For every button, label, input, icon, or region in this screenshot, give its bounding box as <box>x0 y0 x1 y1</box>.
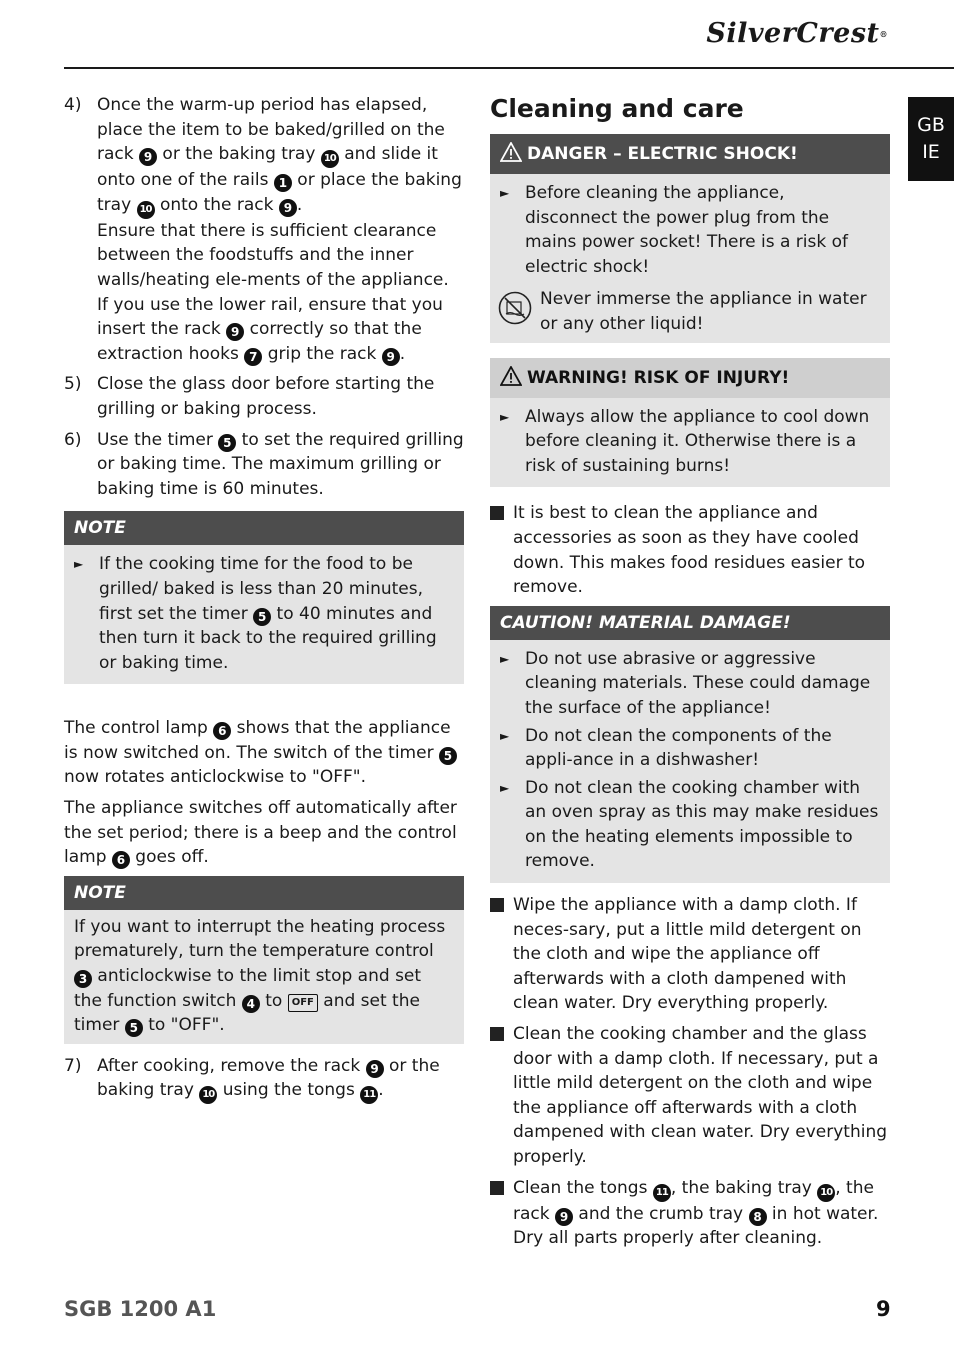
part-number-1: 1 <box>274 174 292 192</box>
note-item <box>74 552 454 675</box>
text: Clean the cooking chamber and the glass door with a damp cloth. If necessary, put a little mild detergent on the cloth and wipe the appliance off afterwards with a cloth dampened with clean water. Dry everything properly. <box>513 1024 888 1167</box>
part-number-9: 9 <box>555 1208 573 1226</box>
text: Once the warm-up period has elapsed, place the item to be baked/grilled on the rack <box>97 95 445 165</box>
caution-box <box>490 606 890 883</box>
arrow-icon: ► <box>500 780 510 795</box>
caution-item <box>500 724 880 773</box>
text: The control lamp <box>64 718 214 739</box>
text: . <box>378 1080 384 1101</box>
warning-box <box>490 358 890 488</box>
warning-triangle-icon <box>500 366 522 386</box>
text: grip the rack <box>262 343 382 364</box>
step-number: 4) <box>64 95 82 115</box>
caution-item <box>500 647 880 721</box>
part-number-8: 8 <box>749 1208 767 1226</box>
language-tab <box>908 97 954 181</box>
text: or the baking tray <box>97 1055 440 1101</box>
model-number: SGB 1200 A1 <box>64 1297 217 1321</box>
part-number-10: 10 <box>137 201 155 219</box>
step-number: 5) <box>64 374 82 395</box>
part-number-3: 3 <box>74 970 92 988</box>
step-number: 6) <box>64 429 82 450</box>
step-text: Close the glass door before starting the grilling or baking process. <box>97 374 435 419</box>
note-title: NOTE <box>64 876 464 910</box>
step-5 <box>64 372 464 421</box>
text: It is best to clean the appliance and accessories as soon as they have cooled down. This makes food residues easier to remove. <box>513 503 866 598</box>
text: After cooking, remove the rack <box>97 1055 366 1076</box>
part-number-9: 9 <box>139 148 157 166</box>
arrow-icon: ► <box>500 728 510 743</box>
text: to 40 minutes and then turn it back to the required grilling or baking time. <box>99 603 437 673</box>
paragraph-control-lamp <box>64 716 464 790</box>
text: If you use the lower rail, ensure that you insert the rack <box>97 294 443 340</box>
square-bullet-icon <box>490 1027 504 1041</box>
text: , the rack <box>513 1177 874 1224</box>
arrow-icon: ► <box>500 186 510 200</box>
warning-header <box>490 358 890 398</box>
danger-item <box>500 181 880 279</box>
warning-title: WARNING! RISK OF INJURY! <box>527 367 790 388</box>
text: and slide it onto one of the rails <box>97 144 438 191</box>
square-bullet-icon <box>490 1181 504 1195</box>
text: Wipe the appliance with a damp cloth. If neces-sary, put a little mild detergent on the cloth and wipe the appliance off afterwards with a cloth dampened with clean water. Dry everything properly. <box>513 895 862 1014</box>
danger-header <box>490 134 890 174</box>
part-number-6: 6 <box>213 722 231 740</box>
text: and the crumb tray <box>573 1203 749 1224</box>
part-number-9: 9 <box>226 323 244 341</box>
text: . <box>296 194 303 215</box>
arrow-icon: ► <box>500 409 510 424</box>
cleaning-step <box>490 1022 890 1170</box>
text: Use the timer <box>97 429 219 450</box>
note-title: NOTE <box>64 511 464 545</box>
text: to "OFF". <box>142 1015 225 1036</box>
text: shows that the appliance is now switched on. The switch of the timer <box>64 718 451 763</box>
warning-triangle-icon <box>500 142 522 162</box>
note-box <box>64 876 464 1044</box>
note-box <box>64 511 464 684</box>
text: . <box>399 343 406 364</box>
text: to set the required grilling or baking time. The maximum grilling or baking time is 60 minutes. <box>97 429 464 499</box>
paragraph-auto-off <box>64 796 464 870</box>
off-symbol: OFF <box>288 994 318 1012</box>
part-number-6: 6 <box>112 851 130 869</box>
text: If you want to interrupt the heating process prematurely, turn the temperature control <box>74 916 446 962</box>
square-bullet-icon <box>490 898 504 912</box>
step-4-clearance: Ensure that there is sufficient clearance between the foodstuffs and the inner walls/heating ele-ments of the appliance. <box>97 220 449 290</box>
text: and set the timer <box>74 990 420 1036</box>
square-bullet-icon <box>490 506 504 520</box>
part-number-5: 5 <box>218 434 236 452</box>
text: goes off. <box>129 847 209 868</box>
header-rule <box>64 67 954 69</box>
text: The appliance switches off automatically after the set period; there is a beep and the control lamp <box>64 798 457 868</box>
registered-mark: ® <box>879 29 888 39</box>
lang-ie: IE <box>922 141 940 163</box>
text: now rotates anticlockwise to "OFF". <box>64 767 367 788</box>
part-number-11: 11 <box>360 1086 378 1104</box>
cleaning-step <box>490 1176 890 1251</box>
arrow-icon: ► <box>500 651 510 666</box>
text: or the baking tray <box>157 144 321 165</box>
note-text <box>64 910 464 1044</box>
text: Do not use abrasive or aggressive cleaning materials. These could damage the surface of the appliance! <box>525 648 871 718</box>
danger-box <box>490 134 890 343</box>
text: in hot water. Dry all parts properly after cleaning. <box>513 1203 879 1249</box>
warning-item <box>500 405 880 479</box>
arrow-icon: ► <box>74 557 84 572</box>
text: If the cooking time for the food to be grilled/ baked is less than 20 minutes, first set the timer <box>99 554 424 624</box>
part-number-9: 9 <box>279 199 297 217</box>
no-immerse-icon <box>498 291 532 325</box>
brand-name: SilverCrest <box>706 18 880 49</box>
step-4 <box>64 93 464 366</box>
step-7 <box>64 1054 464 1105</box>
text: Always allow the appliance to cool down before cleaning it. Otherwise there is a risk of sustaining burns! <box>525 406 870 476</box>
part-number-11: 11 <box>653 1184 671 1202</box>
danger-title: DANGER – ELECTRIC SHOCK! <box>527 144 798 164</box>
caution-item <box>500 776 880 874</box>
part-number-4: 4 <box>242 995 260 1013</box>
part-number-9: 9 <box>366 1060 384 1078</box>
text: correctly so that the extraction hooks <box>97 319 422 364</box>
page-number: 9 <box>876 1297 891 1321</box>
right-column <box>490 93 890 1257</box>
part-number-7: 7 <box>244 348 262 366</box>
step-6 <box>64 428 464 502</box>
lang-gb: GB <box>917 114 945 136</box>
part-number-9: 9 <box>382 348 400 366</box>
text: Before cleaning the appliance, disconnect the power plug from the mains power socket! There is a risk of electric shock! <box>525 183 848 277</box>
part-number-5: 5 <box>253 608 271 626</box>
section-title: Cleaning and care <box>490 94 744 123</box>
text: Do not clean the cooking chamber with an oven spray as this may make residues on the heating elements impossible to remove. <box>525 777 879 872</box>
text: Never immerse the appliance in water or any other liquid! <box>540 289 867 334</box>
text: Do not clean the components of the appli-ance in a dishwasher! <box>525 725 832 771</box>
part-number-10: 10 <box>199 1086 217 1104</box>
part-number-5: 5 <box>125 1019 143 1037</box>
cleaning-step <box>490 893 890 1016</box>
part-number-10: 10 <box>817 1184 835 1202</box>
brand-logo <box>706 18 888 49</box>
cleaning-tip <box>490 501 890 599</box>
part-number-10: 10 <box>321 150 339 168</box>
part-number-5: 5 <box>439 747 457 765</box>
text: to <box>259 990 288 1011</box>
text: , the baking tray <box>670 1177 818 1198</box>
text: anticlockwise to the limit stop and set the function switch <box>74 966 422 1011</box>
text: using the tongs <box>217 1080 361 1101</box>
text: or place the baking tray <box>97 170 462 215</box>
text: onto the rack <box>154 194 279 215</box>
no-immerse-item <box>500 287 880 336</box>
left-column <box>64 93 464 1110</box>
step-number: 7) <box>64 1055 82 1076</box>
caution-title: CAUTION! MATERIAL DAMAGE! <box>490 606 890 640</box>
text: Clean the tongs <box>513 1177 653 1198</box>
